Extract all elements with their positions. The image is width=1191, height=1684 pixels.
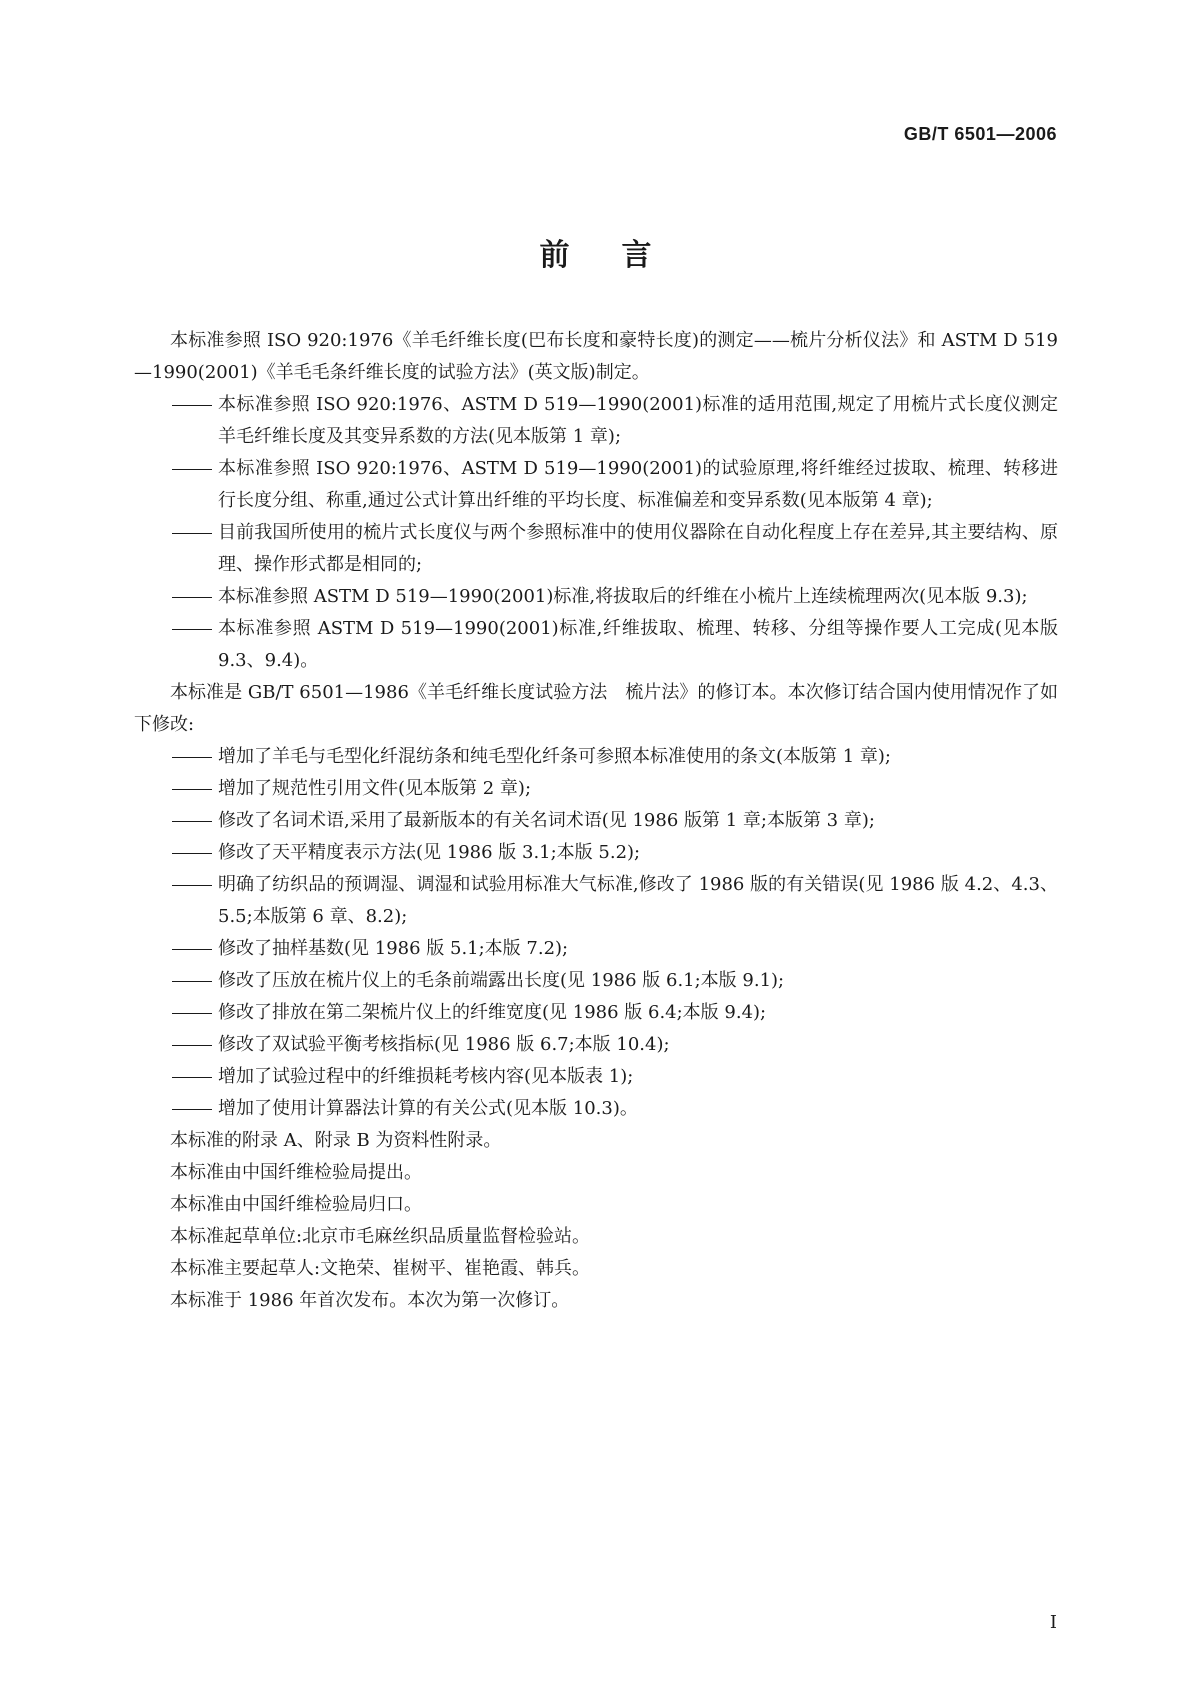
foreword-body [134,325,1058,1317]
closing-paragraph: 本标准于 1986 年首次发布。本次为第一次修订。 [170,1290,570,1311]
list-item: 本标准参照 ISO 920:1976、ASTM D 519—1990(2001)标准的适用范围,规定了用梳片式长度仪测定羊毛纤维长度及其变异系数的方法(见本版第 1 章); [218,394,1058,447]
closing-paragraph: 本标准由中国纤维检验局提出。 [170,1162,422,1183]
list-item: 明确了纺织品的预调湿、调湿和试验用标准大气标准,修改了 1986 版的有关错误(见 1986 版 4.2、4.3、5.5;本版第 6 章、8.2); [218,874,1058,927]
page-title [0,230,1191,274]
list-item: 修改了抽样基数(见 1986 版 5.1;本版 7.2); [218,938,569,959]
list-item: 增加了规范性引用文件(见本版第 2 章); [218,778,532,799]
list-item: 修改了名词术语,采用了最新版本的有关名词术语(见 1986 版第 1 章;本版第 3 章); [218,810,875,831]
closing-paragraph: 本标准由中国纤维检验局归口。 [170,1194,422,1215]
closing-paragraph: 本标准的附录 A、附录 B 为资料性附录。 [170,1130,502,1151]
intro-paragraph: 本标准参照 ISO 920:1976《羊毛纤维长度(巴布长度和豪特长度)的测定——梳片分析仪法》和 ASTM D 519—1990(2001)《羊毛毛条纤维长度的试验方法》(英文版)制定。 [134,330,1058,383]
title-char-1: 前 [539,238,570,273]
list-item: 修改了排放在第二架梳片仪上的纤维宽度(见 1986 版 6.4;本版 9.4); [218,1002,767,1023]
list-item: 修改了天平精度表示方法(见 1986 版 3.1;本版 5.2); [218,842,641,863]
list-item: 本标准参照 ISO 920:1976、ASTM D 519—1990(2001)的试验原理,将纤维经过拔取、梳理、转移进行长度分组、称重,通过公式计算出纤维的平均长度、标准偏差和变异系数(见本版第 4 章); [218,458,1058,511]
standard-number: GB/T 6501—2006 [903,124,1057,144]
revision-intro-paragraph: 本标准是 GB/T 6501—1986《羊毛纤维长度试验方法 梳片法》的修订本。本次修订结合国内使用情况作了如下修改: [134,682,1058,735]
list-item: 增加了羊毛与毛型化纤混纺条和纯毛型化纤条可参照本标准使用的条文(本版第 1 章); [218,746,892,767]
list-item: 增加了使用计算器法计算的有关公式(见本版 10.3)。 [218,1098,638,1119]
list-item: 目前我国所使用的梳片式长度仪与两个参照标准中的使用仪器除在自动化程度上存在差异,其主要结构、原理、操作形式都是相同的; [218,522,1058,575]
list-item: 增加了试验过程中的纤维损耗考核内容(见本版表 1); [218,1066,634,1087]
list-item: 修改了压放在梳片仪上的毛条前端露出长度(见 1986 版 6.1;本版 9.1); [218,970,785,991]
closing-paragraph: 本标准起草单位:北京市毛麻丝织品质量监督检验站。 [170,1226,591,1247]
list-item: 本标准参照 ASTM D 519—1990(2001)标准,纤维拔取、梳理、转移、分组等操作要人工完成(见本版 9.3、9.4)。 [218,618,1058,671]
list-item: 本标准参照 ASTM D 519—1990(2001)标准,将拔取后的纤维在小梳片上连续梳理两次(见本版 9.3); [218,586,1028,607]
page-number: I [1049,1612,1057,1633]
list-item: 修改了双试验平衡考核指标(见 1986 版 6.7;本版 10.4); [218,1034,670,1055]
closing-paragraph: 本标准主要起草人:文艳荣、崔树平、崔艳霞、韩兵。 [170,1258,591,1279]
title-char-2: 言 [621,238,652,273]
